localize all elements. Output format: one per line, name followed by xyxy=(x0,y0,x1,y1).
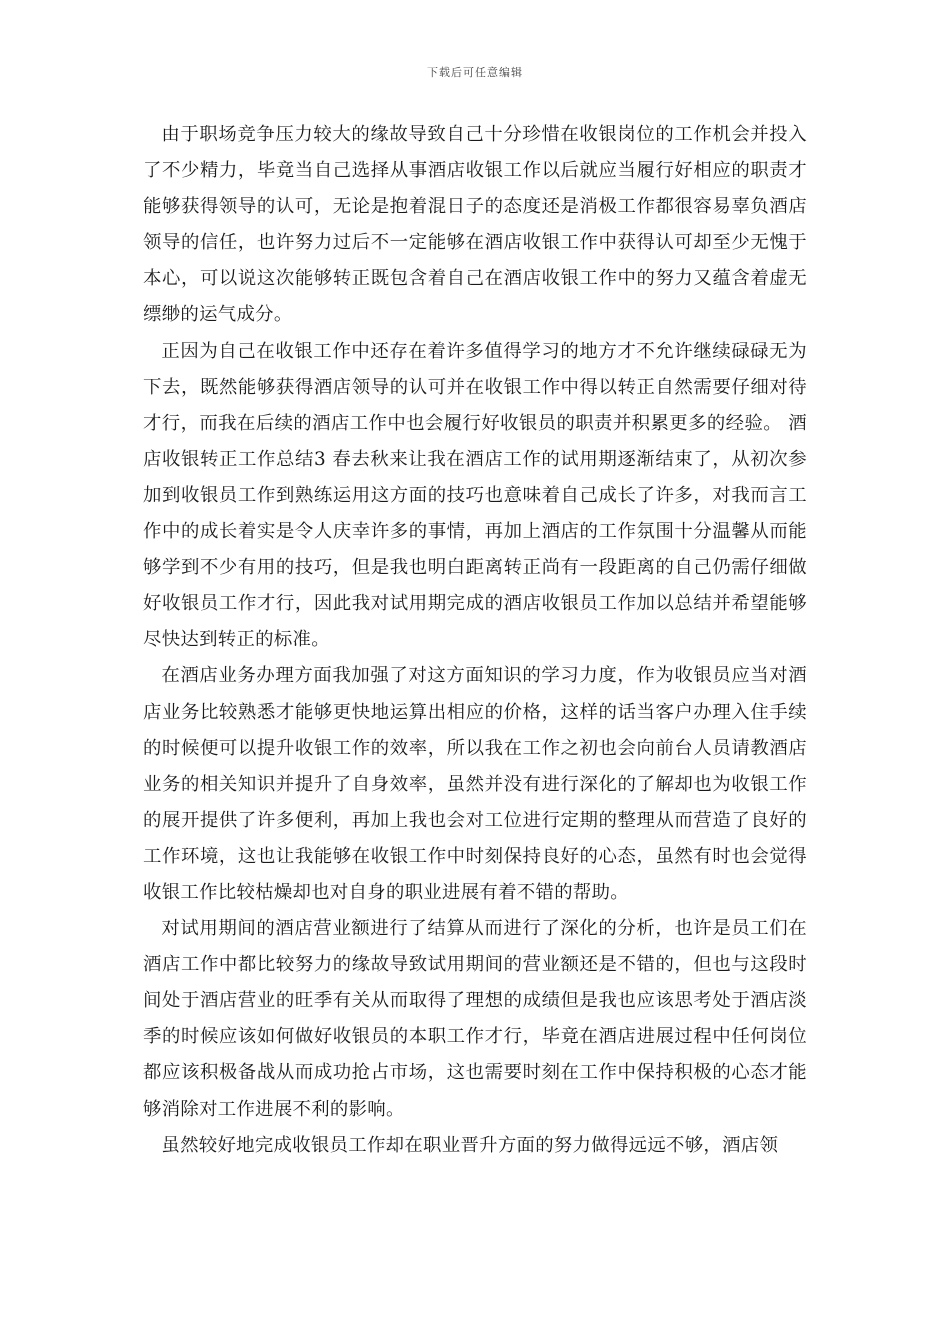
paragraph: 由于职场竞争压力较大的缘故导致自己十分珍惜在收银岗位的工作机会并投入了不少精力，毕竟当自己选择从事酒店收银工作以后就应当履行好相应的职责才能够获得领导的认可，无论是抱着混日子的态度还是消极工作都很容易辜负酒店领导的信任，也许努力过后不一定能够在酒店收银工作中获得认可却至少无愧于本心，可以说这次能够转正既包含着自己在酒店收银工作中的努力又蕴含着虚无缥缈的运气成分。 xyxy=(143,124,807,326)
page-header: 下载后可任意编辑 xyxy=(427,66,523,79)
paragraph: 正因为自己在收银工作中还存在着许多值得学习的地方才不允许继续碌碌无为下去，既然能够获得酒店领导的认可并在收银工作中得以转正自然需要仔细对待才行，而我在后续的酒店工作中也会履行好收银员的职责并积累更多的经验。 酒店收银转正工作总结3 春去秋来让我在酒店工作的试用期逐渐结束了，从初次参加到收银员工作到熟练运用这方面的技巧也意味着自己成长了许多，对我而言工作中的成长着实是令人庆幸许多的事情，再加上酒店的工作氛围十分温馨从而能够学到不少有用的技巧，但是我也明白距离转正尚有一段距离的自己仍需仔细做好收银员工作才行，因此我对试用期完成的酒店收银员工作加以总结并希望能够尽快达到转正的标准。 xyxy=(143,340,807,651)
document-body xyxy=(143,117,807,1164)
paragraph: 对试用期间的酒店营业额进行了结算从而进行了深化的分析，也许是员工们在酒店工作中都比较努力的缘故导致试用期间的营业额还是不错的，但也与这段时间处于酒店营业的旺季有关从而取得了理想的成绩但是我也应该思考处于酒店淡季的时候应该如何做好收银员的本职工作才行，毕竟在酒店进展过程中任何岗位都应该积极备战从而成功抢占市场，这也需要时刻在工作中保持积极的心态才能够消除对工作进展不利的影响。 xyxy=(143,918,807,1120)
paragraph: 在酒店业务办理方面我加强了对这方面知识的学习力度，作为收银员应当对酒店业务比较熟悉才能够更快地运算出相应的价格，这样的话当客户办理入住手续的时候便可以提升收银工作的效率，所以我在工作之初也会向前台人员请教酒店业务的相关知识并提升了自身效率，虽然并没有进行深化的了解却也为收银工作的展开提供了许多便利，再加上我也会对工位进行定期的整理从而营造了良好的工作环境，这也让我能够在收银工作中时刻保持良好的心态，虽然有时也会觉得收银工作比较枯燥却也对自身的职业进展有着不错的帮助。 xyxy=(143,665,807,903)
paragraph: 虽然较好地完成收银员工作却在职业晋升方面的努力做得远远不够，酒店领 xyxy=(161,1134,779,1156)
